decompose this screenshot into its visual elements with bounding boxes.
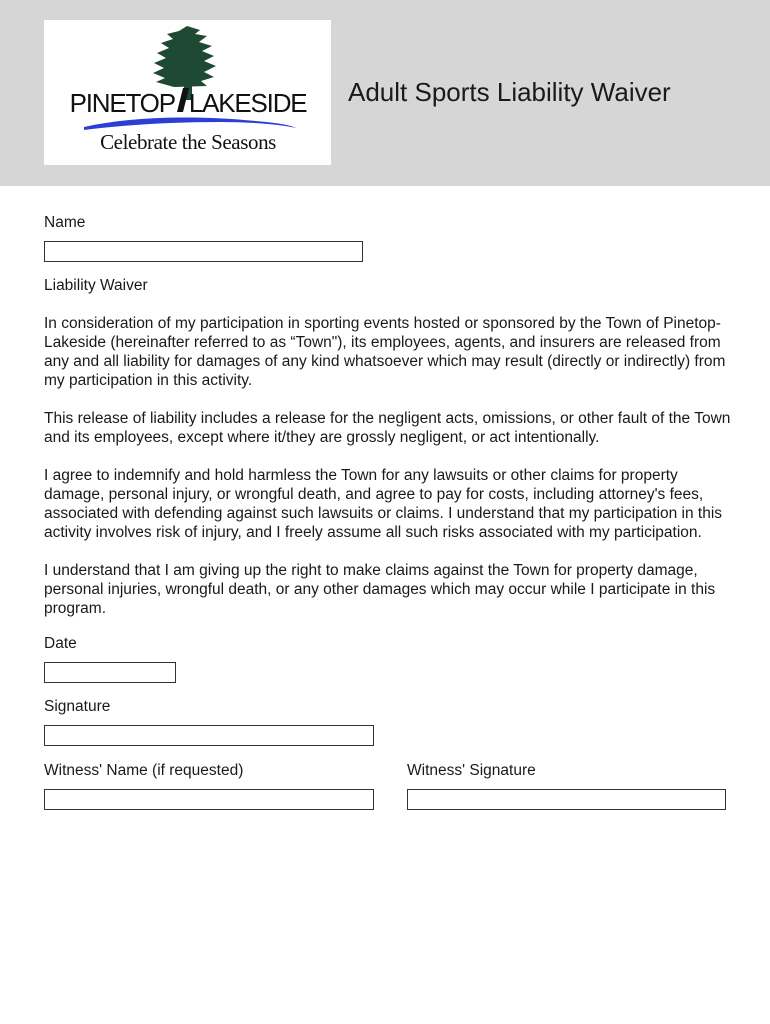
signature-input[interactable] <box>44 725 374 746</box>
date-label: Date <box>44 635 77 652</box>
logo-wordmark <box>52 88 324 118</box>
logo-slogan: Celebrate the Seasons <box>100 130 276 154</box>
signature-label: Signature <box>44 698 111 715</box>
town-logo <box>44 20 331 165</box>
waiver-paragraph-4: I understand that I am giving up the right to make claims against the Town for property damage, personal injuries, wrongful death, or any other damages which may occur while I participate in this program. <box>44 562 716 617</box>
witness-name-input[interactable] <box>44 789 374 810</box>
waiver-paragraph-1: In consideration of my participation in sporting events hosted or sponsored by the Town of Pinetop-Lakeside (hereinafter referred to as “Town"), its employees, agents, and insurers are released from any and all liability for damages of any kind whatsoever which may result (directly or indirectly) from my participation in this activity. <box>44 315 726 389</box>
witness-signature-input[interactable] <box>407 789 726 810</box>
waiver-paragraph-3: I agree to indemnify and hold harmless the Town for any lawsuits or other claims for property damage, personal injury, or wrongful death, and agree to pay for costs, including attorney's fees, associated with defending against such lawsuits or claims. I understand that my participation in this activity involves risk of injury, and I freely assume all such risks associated with my participation. <box>44 467 723 541</box>
name-label: Name <box>44 214 86 231</box>
logo-name-left: PINETOP <box>69 88 175 118</box>
witness-signature-label: Witness' Signature <box>407 762 536 779</box>
witness-name-label: Witness' Name (if requested) <box>44 762 244 779</box>
logo-name-right: LAKESIDE <box>188 88 307 118</box>
waiver-paragraph-2: This release of liability includes a release for the negligent acts, omissions, or other fault of the Town and its employees, except where it/they are grossly negligent, or act intentionally. <box>44 410 731 446</box>
page-title: Adult Sports Liability Waiver <box>348 77 671 107</box>
name-input[interactable] <box>44 241 363 262</box>
date-input[interactable] <box>44 662 176 683</box>
waiver-heading: Liability Waiver <box>44 277 148 294</box>
